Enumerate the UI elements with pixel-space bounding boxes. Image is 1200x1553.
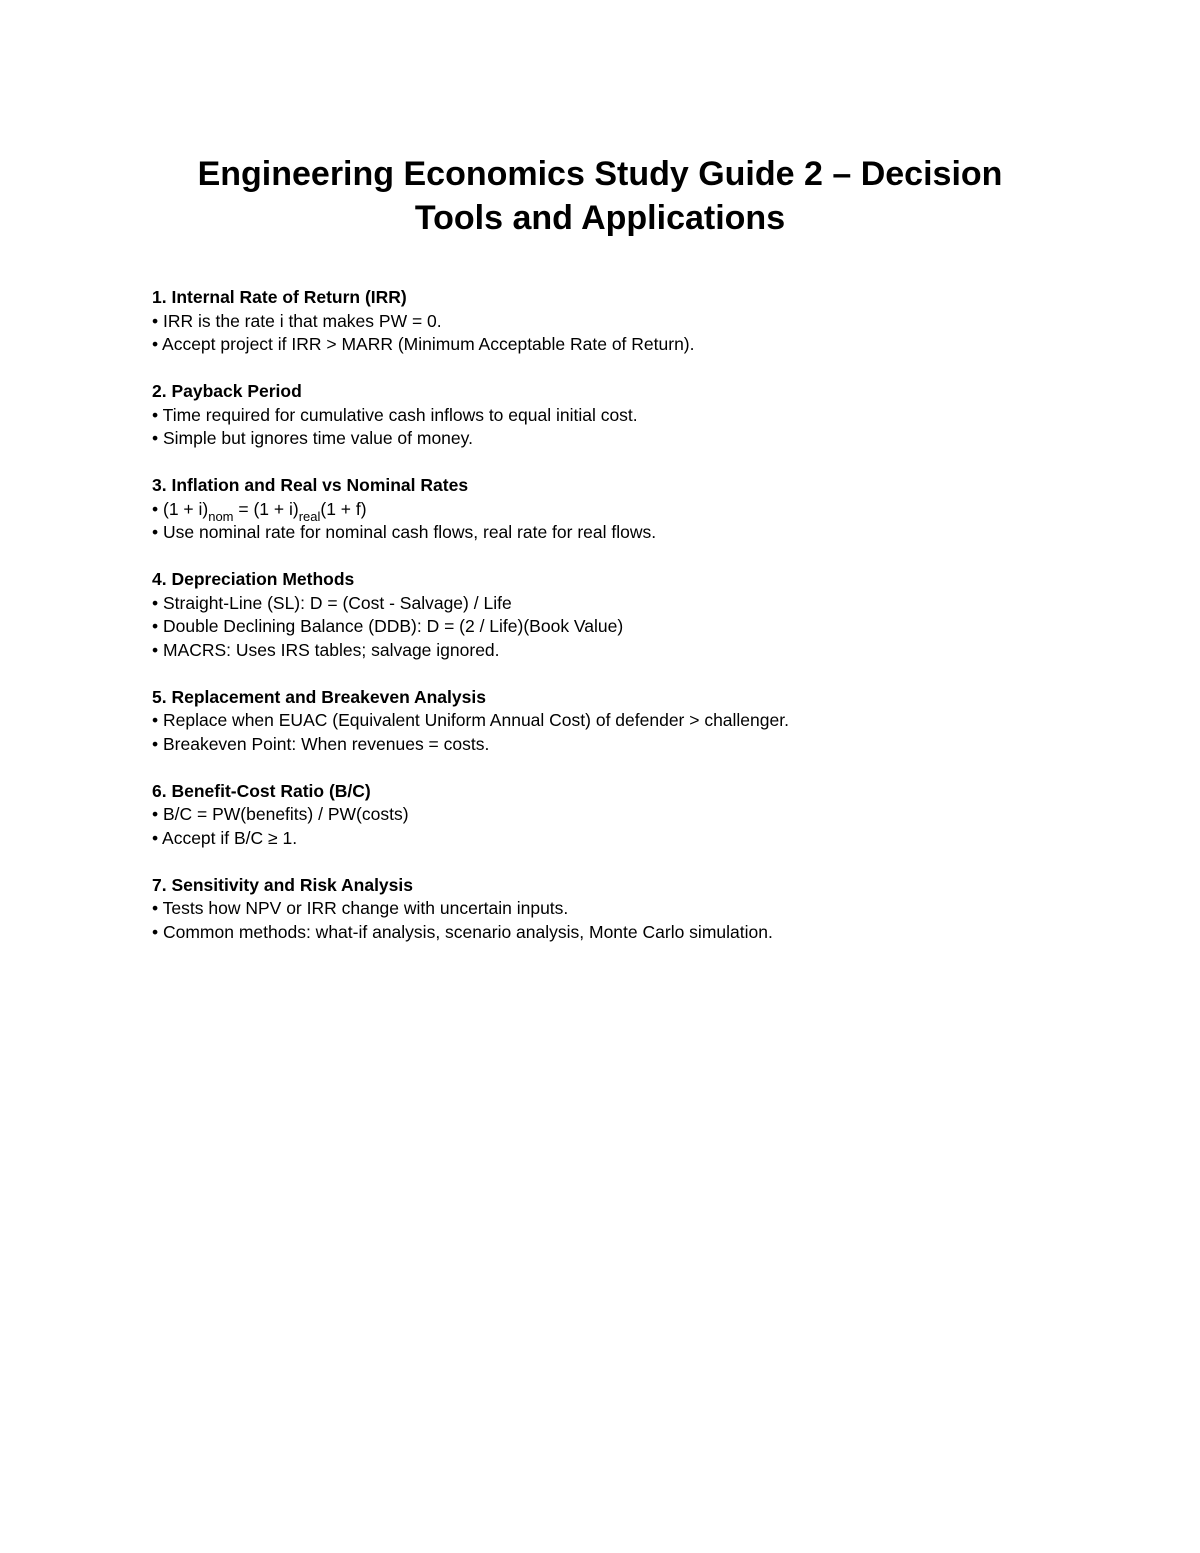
- subscript-real: real: [298, 508, 321, 524]
- bullet-line: • B/C = PW(benefits) / PW(costs): [152, 804, 409, 824]
- subscript-nominal: nom: [208, 508, 234, 524]
- bullet-line: • Accept if B/C ≥ 1.: [152, 827, 298, 848]
- bullet-line: • Replace when EUAC (Equivalent Uniform Annual Cost) of defender > challenger.: [152, 710, 789, 730]
- page-title: [100, 152, 1100, 240]
- section-depreciation: [152, 568, 1112, 662]
- study-guide-content: [152, 286, 1112, 968]
- section-heading: 4. Depreciation Methods: [152, 569, 355, 589]
- section-replacement-breakeven: [152, 686, 1112, 757]
- bullet-line: • Simple but ignores time value of money.: [152, 428, 473, 448]
- bullet-line: • Breakeven Point: When revenues = costs.: [152, 733, 490, 754]
- bullet-line: • Common methods: what-if analysis, scenario analysis, Monte Carlo simulation.: [152, 921, 773, 942]
- bullet-line: • Tests how NPV or IRR change with uncertain inputs.: [152, 898, 569, 918]
- bullet-line: • MACRS: Uses IRS tables; salvage ignored.: [152, 639, 500, 660]
- formula-part-c: (1 + f): [320, 498, 367, 519]
- title-line-2: Tools and Applications: [414, 199, 786, 237]
- section-benefit-cost: [152, 780, 1112, 851]
- bullet-line: • IRR is the rate i that makes PW = 0.: [152, 310, 442, 331]
- section-sensitivity-risk: [152, 874, 1112, 945]
- section-heading: 2. Payback Period: [152, 381, 302, 401]
- bullet-line: • Time required for cumulative cash inflows to equal initial cost.: [152, 404, 638, 425]
- title-line-1: Engineering Economics Study Guide 2 – Decision: [197, 155, 1003, 193]
- bullet-line: • Straight-Line (SL): D = (Cost - Salvage) / Life: [152, 592, 512, 613]
- section-irr: [152, 286, 1112, 357]
- inflation-formula: [152, 498, 1112, 522]
- formula-part-b: = (1 + i): [233, 498, 299, 519]
- formula-part-a: • (1 + i): [152, 498, 209, 519]
- section-heading: 7. Sensitivity and Risk Analysis: [152, 874, 413, 895]
- section-inflation: [152, 474, 1112, 545]
- section-heading: 5. Replacement and Breakeven Analysis: [152, 686, 486, 707]
- bullet-line: • Double Declining Balance (DDB): D = (2 / Life)(Book Value): [152, 616, 624, 636]
- section-heading: 3. Inflation and Real vs Nominal Rates: [152, 475, 469, 495]
- bullet-line: • Accept project if IRR > MARR (Minimum Acceptable Rate of Return).: [152, 334, 695, 354]
- section-payback-period: [152, 380, 1112, 451]
- bullet-line: • Use nominal rate for nominal cash flows, real rate for real flows.: [152, 522, 657, 542]
- section-heading: 6. Benefit-Cost Ratio (B/C): [152, 780, 371, 801]
- section-heading: 1. Internal Rate of Return (IRR): [152, 287, 407, 307]
